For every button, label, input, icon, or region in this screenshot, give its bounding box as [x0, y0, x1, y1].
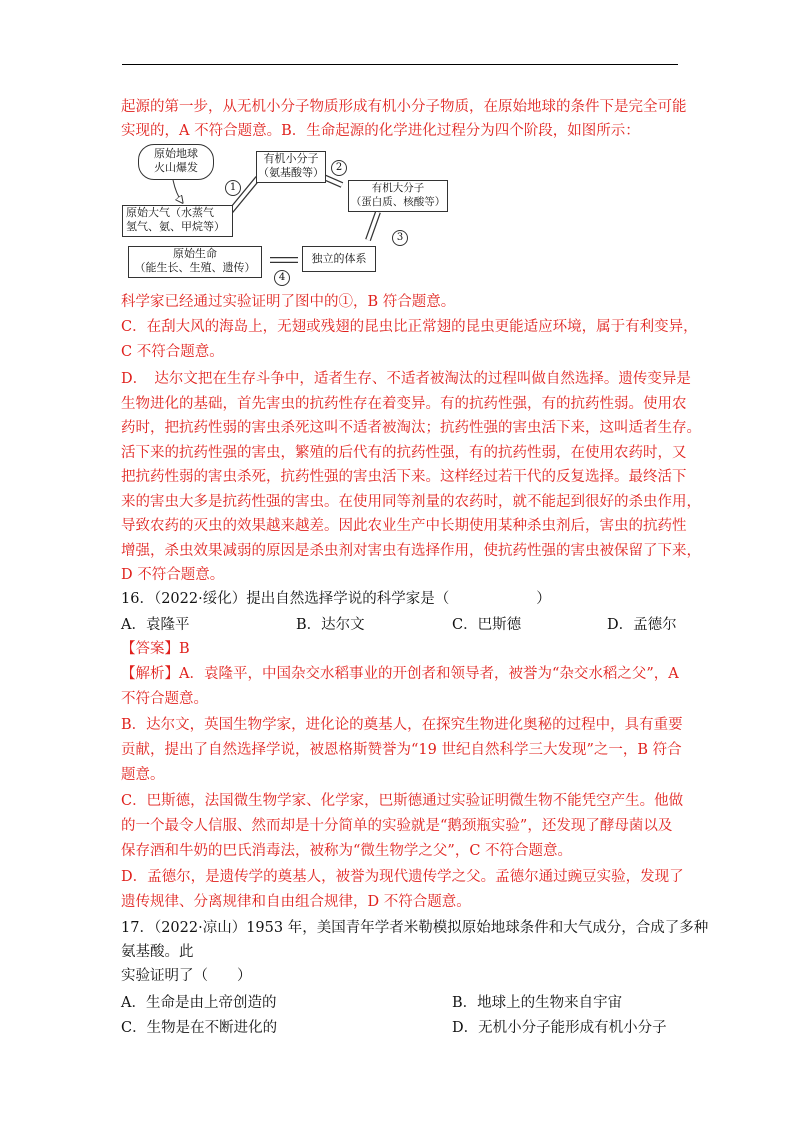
- text-line: 药时，把抗药性弱的害虫杀死这叫不适者被淘汰；抗药性强的害虫活下来，这叫适者生存。: [121, 420, 701, 436]
- text-line: 题意。: [121, 767, 165, 783]
- text-line: 科学家已经通过实验证明了图中的①，B 符合题意。: [121, 294, 456, 310]
- text-line: 起源的第一步，从无机小分子物质形成有机小分子物质，在原始地球的条件下是完全可能: [121, 99, 687, 115]
- box-primitive-life: [128, 246, 262, 278]
- box-label: 有机大分子: [371, 182, 425, 194]
- step-number-4: 4: [274, 270, 290, 286]
- text-line: 来的害虫大多是抗药性强的害虫。在使用同等剂量的农药时，就不能起到很好的杀虫作用，: [121, 494, 701, 510]
- text-line: A．袁隆平，中国杂交水稻事业的开创者和领导者，被誉为“杂交水稻之父”，A: [179, 666, 679, 682]
- box-label: 原始生命: [173, 247, 217, 260]
- question-17-stem: 氨基酸。此: [121, 944, 194, 960]
- text-line: C 不符合题意。: [121, 344, 224, 360]
- text-line: 遗传规律、分离规律和自由组合规律，D 不符合题意。: [121, 894, 471, 910]
- text-line: 导致农药的灭虫的效果越来越差。因此农业生产中长期使用某种杀虫剂后，害虫的抗药性: [121, 518, 687, 534]
- box-organic-small-molecules: [256, 151, 326, 183]
- box-label: 火山爆发: [154, 161, 198, 174]
- box-label: （能生长、生殖、遗传）: [134, 261, 256, 274]
- q16-option-c: C．巴斯德: [452, 617, 522, 633]
- text-line: 增强，杀虫效果减弱的原因是杀虫剂对害虫有选择作用，使抗药性强的害虫被保留了下来，: [121, 543, 701, 559]
- text-line: B．达尔文，英国生物学家，进化论的奠基人，在探究生物进化奥秘的过程中，具有重要: [121, 717, 683, 733]
- q16-option-a: A．袁隆平: [121, 617, 190, 633]
- header-rule: [122, 64, 678, 65]
- text-line: D．孟德尔，是遗传学的奠基人，被誉为现代遗传学之父。孟德尔通过豌豆实验，发现了: [121, 869, 684, 885]
- question-16-stem: 16．（2022·绥化）提出自然选择学说的科学家是（ ）: [121, 591, 551, 607]
- step-number-3: 3: [392, 230, 408, 246]
- q16-explanation: [121, 665, 679, 683]
- q17-option-a: A．生命是由上帝创造的: [121, 995, 277, 1011]
- text-line: D． 达尔文把在生存斗争中，适者生存、不适者被淘汰的过程叫做自然选择。遗传变异是: [121, 371, 691, 387]
- arrow-step-3: [368, 212, 378, 240]
- question-17-stem: 实验证明了（ ）: [121, 968, 252, 984]
- text-line: D 不符合题意。: [121, 567, 225, 583]
- q17-option-c: C．生物是在不断进化的: [121, 1020, 278, 1036]
- box-label: （蛋白质、核酸等）: [350, 196, 446, 208]
- answer-value: B: [179, 641, 190, 657]
- text-line: 不符合题意。: [121, 691, 208, 707]
- box-primitive-earth: [138, 144, 214, 180]
- text-line: 实现的，A 不符合题意。B．生命起源的化学进化过程分为四个阶段，如图所示：: [121, 123, 640, 139]
- box-organic-macromolecules: [348, 180, 448, 212]
- q16-answer: [121, 640, 190, 658]
- text-line: C．巴斯德，法国微生物学家、化学家，巴斯德通过实验证明微生物不能凭空产生。他做: [121, 793, 684, 809]
- box-label: （氨基酸等）: [258, 166, 324, 179]
- box-label: 原始地球: [154, 147, 198, 160]
- q17-option-d: D．无机小分子能形成有机小分子: [452, 1020, 667, 1036]
- box-independent-system: [302, 246, 376, 272]
- text-line: 的一个最令人信服、然而却是十分简单的实验就是“鹅颈瓶实验”，还发现了酵母菌以及: [121, 818, 673, 834]
- step-number-2: 2: [331, 160, 347, 176]
- box-label: 独立的体系: [311, 252, 367, 265]
- answer-tag: 【答案】: [121, 641, 179, 657]
- question-17-stem: 17．（2022·凉山）1953 年，美国青年学者米勒模拟原始地球条件和大气成分，合成了多种: [121, 920, 709, 936]
- text-line: 生物进化的基础，首先害虫的抗药性存在着变异。有的抗药性强，有的抗药性弱。使用农: [121, 396, 687, 412]
- q16-option-d: D．孟德尔: [607, 617, 677, 633]
- explanation-tag: 【解析】: [121, 666, 179, 682]
- arrow-earth-to-atmosphere: [173, 180, 182, 202]
- text-line: 保存酒和牛奶的巴氏消毒法，被称为“微生物学之父”，C 不符合题意。: [121, 843, 573, 859]
- q17-option-b: B．地球上的生物来自宇宙: [452, 995, 623, 1011]
- text-line: 活下来的抗药性强的害虫，繁殖的后代有的抗药性强，有的抗药性弱，在使用农药时，又: [121, 445, 687, 461]
- chemical-evolution-diagram: [118, 142, 446, 287]
- box-primitive-atmosphere: [122, 205, 233, 237]
- text-line: 贡献，提出了自然选择学说，被恩格斯赞誉为“19 世纪自然科学三大发现”之一，B 符合: [121, 742, 682, 758]
- step-number-1: 1: [225, 180, 241, 196]
- box-label: 有机小分子: [263, 152, 319, 165]
- text-line: 把抗药性弱的害虫杀死，抗药性强的害虫活下来。这样经过若干代的反复选择。最终活下: [121, 469, 687, 485]
- box-label: 氢气、氨、甲烷等）: [126, 220, 225, 233]
- q16-option-b: B．达尔文: [296, 617, 365, 633]
- text-line: C．在刮大风的海岛上，无翅或残翅的昆虫比正常翅的昆虫更能适应环境，属于有利变异，: [121, 319, 698, 335]
- box-label: 原始大气（水蒸气: [126, 206, 214, 219]
